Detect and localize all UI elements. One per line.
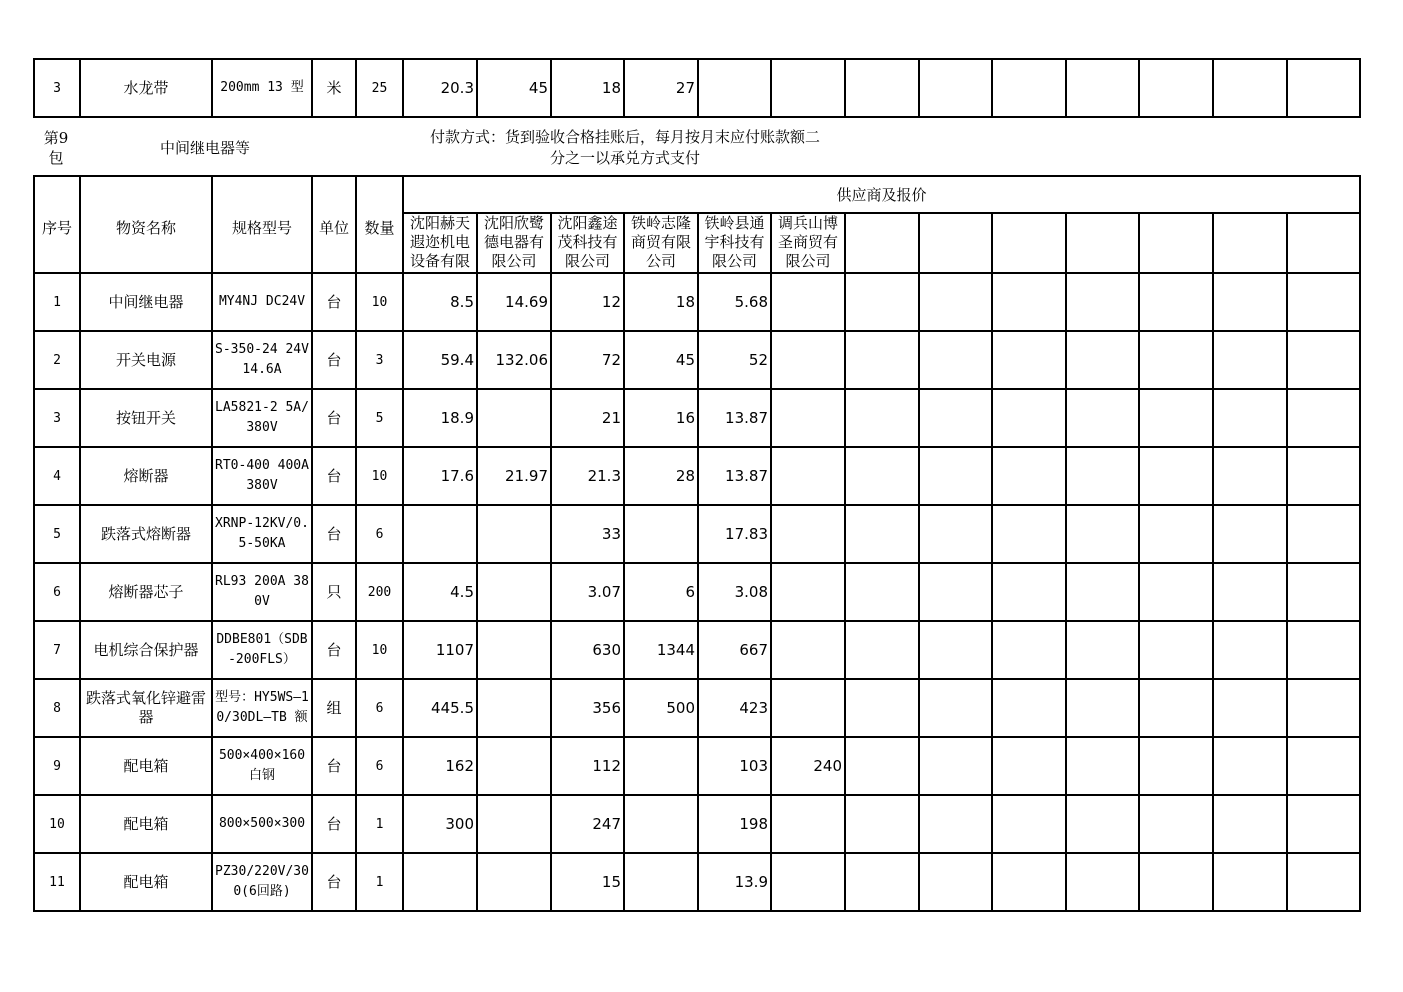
package-name: 中间继电器等 <box>159 139 250 157</box>
cell-price: 132.06 <box>477 331 551 389</box>
cell-price: 667 <box>698 621 771 679</box>
supplier-header <box>1213 213 1287 273</box>
cell-spec: 200mm 13 型 <box>212 59 312 117</box>
cell-spec: XRNP-12KV/0.5-50KA <box>212 505 312 563</box>
cell-price <box>1066 331 1139 389</box>
cell-price: 45 <box>477 59 551 117</box>
supplier-header <box>477 213 551 273</box>
cell-no: 5 <box>34 505 80 563</box>
cell-price: 52 <box>698 331 771 389</box>
cell-name: 跌落式熔断器 <box>80 505 212 563</box>
cell-price <box>1287 389 1360 447</box>
cell-name: 熔断器 <box>80 447 212 505</box>
supplier-header <box>845 213 919 273</box>
cell-price <box>1287 679 1360 737</box>
cell-price: 1107 <box>403 621 477 679</box>
cell-price <box>1287 795 1360 853</box>
cell-spec: 500×400×160 白钢 <box>212 737 312 795</box>
cell-price: 198 <box>698 795 771 853</box>
cell-qty: 6 <box>356 505 403 563</box>
cell-price <box>1287 59 1360 117</box>
cell-price: 445.5 <box>403 679 477 737</box>
cell-spec: RL93 200A 380V <box>212 563 312 621</box>
cell-price <box>1213 331 1287 389</box>
cell-price <box>477 621 551 679</box>
cell-price <box>1139 679 1213 737</box>
header-no: 序号 <box>34 176 80 273</box>
cell-price: 112 <box>551 737 624 795</box>
header-suppliers-title: 供应商及报价 <box>403 176 1360 213</box>
cell-name: 开关电源 <box>80 331 212 389</box>
cell-no: 6 <box>34 563 80 621</box>
cell-price <box>992 679 1066 737</box>
cell-price <box>1287 505 1360 563</box>
cell-price <box>845 447 919 505</box>
table-row <box>34 737 1360 795</box>
cell-unit: 台 <box>312 447 356 505</box>
cell-price: 247 <box>551 795 624 853</box>
cell-price: 21 <box>551 389 624 447</box>
cell-price <box>1287 273 1360 331</box>
cell-no: 11 <box>34 853 80 911</box>
table-row <box>34 331 1360 389</box>
cell-spec: DDBE801（SDB-200FLS） <box>212 621 312 679</box>
table-row <box>34 795 1360 853</box>
cell-price: 103 <box>698 737 771 795</box>
cell-price <box>1066 447 1139 505</box>
cell-price <box>919 621 992 679</box>
cell-spec: LA5821-2 5A/380V <box>212 389 312 447</box>
cell-price: 500 <box>624 679 698 737</box>
cell-price <box>919 331 992 389</box>
cell-price: 15 <box>551 853 624 911</box>
cell-price: 3.07 <box>551 563 624 621</box>
supplier-name: 沈阳欣鹭德电器有限公司 <box>483 214 544 270</box>
supplier-name <box>920 214 991 270</box>
cell-price: 423 <box>698 679 771 737</box>
supplier-name: 沈阳赫天遐迩机电设备有限 <box>409 214 470 270</box>
cell-spec: MY4NJ DC24V <box>212 273 312 331</box>
cell-price <box>1066 795 1139 853</box>
cell-no: 2 <box>34 331 80 389</box>
cell-price <box>1139 621 1213 679</box>
supplier-header <box>919 213 992 273</box>
cell-price <box>1139 737 1213 795</box>
cell-price <box>992 59 1066 117</box>
supplier-header <box>1287 213 1360 273</box>
cell-price <box>992 853 1066 911</box>
cell-price <box>992 389 1066 447</box>
cell-price <box>1066 737 1139 795</box>
cell-price: 14.69 <box>477 273 551 331</box>
cell-unit: 台 <box>312 331 356 389</box>
cell-price <box>992 447 1066 505</box>
cell-price <box>1066 389 1139 447</box>
cell-price <box>845 679 919 737</box>
cell-price <box>992 795 1066 853</box>
cell-price <box>771 389 845 447</box>
cell-price <box>1066 273 1139 331</box>
table-row <box>34 389 1360 447</box>
cell-price <box>1139 563 1213 621</box>
cell-spec: PZ30/220V/300(6回路) <box>212 853 312 911</box>
cell-price <box>845 331 919 389</box>
cell-price: 240 <box>771 737 845 795</box>
cell-price <box>477 737 551 795</box>
cell-price: 21.97 <box>477 447 551 505</box>
cell-price <box>624 795 698 853</box>
cell-price: 4.5 <box>403 563 477 621</box>
cell-price <box>919 59 992 117</box>
cell-price: 59.4 <box>403 331 477 389</box>
cell-price <box>919 447 992 505</box>
cell-price <box>698 59 771 117</box>
cell-price: 17.6 <box>403 447 477 505</box>
header-row-1 <box>34 176 1360 213</box>
cell-price <box>992 737 1066 795</box>
cell-price <box>1213 795 1287 853</box>
supplier-name <box>1214 214 1286 270</box>
cell-price <box>624 505 698 563</box>
header-qty: 数量 <box>356 176 403 273</box>
cell-qty: 25 <box>356 59 403 117</box>
cell-unit: 米 <box>312 59 356 117</box>
cell-price <box>919 505 992 563</box>
quotation-table <box>33 175 1361 912</box>
cell-price <box>919 795 992 853</box>
cell-price <box>1139 505 1213 563</box>
cell-name: 中间继电器 <box>80 273 212 331</box>
cell-price <box>919 273 992 331</box>
cell-qty: 3 <box>356 331 403 389</box>
cell-no: 3 <box>34 389 80 447</box>
cell-price <box>1213 59 1287 117</box>
supplier-name <box>1067 214 1138 270</box>
cell-price <box>1066 59 1139 117</box>
cell-price: 18 <box>624 273 698 331</box>
cell-price: 72 <box>551 331 624 389</box>
cell-price <box>1287 621 1360 679</box>
cell-price <box>771 563 845 621</box>
payment-terms: 付款方式：货到验收合格挂账后，每月按月末应付账款额二 分之一以承兑方式支付 <box>429 128 820 167</box>
cell-price <box>1287 447 1360 505</box>
cell-name: 跌落式氧化锌避雷器 <box>80 679 212 737</box>
supplier-name <box>1288 214 1359 270</box>
cell-price <box>919 679 992 737</box>
cell-price: 12 <box>551 273 624 331</box>
cell-unit: 台 <box>312 273 356 331</box>
cell-name: 电机综合保护器 <box>80 621 212 679</box>
supplier-name <box>846 214 918 270</box>
cell-price: 300 <box>403 795 477 853</box>
cell-price <box>1139 331 1213 389</box>
cell-price <box>771 447 845 505</box>
cell-price <box>477 505 551 563</box>
cell-no: 4 <box>34 447 80 505</box>
cell-price <box>771 679 845 737</box>
table-row <box>34 679 1360 737</box>
cell-unit: 台 <box>312 795 356 853</box>
cell-price <box>845 853 919 911</box>
cell-price <box>477 795 551 853</box>
cell-price <box>1066 679 1139 737</box>
cell-price <box>845 795 919 853</box>
cell-unit: 台 <box>312 853 356 911</box>
cell-price <box>992 563 1066 621</box>
cell-price <box>992 505 1066 563</box>
cell-qty: 10 <box>356 447 403 505</box>
cell-qty: 6 <box>356 679 403 737</box>
cell-price: 13.9 <box>698 853 771 911</box>
supplier-header <box>1139 213 1213 273</box>
cell-qty: 10 <box>356 273 403 331</box>
cell-price <box>403 853 477 911</box>
cell-price <box>477 679 551 737</box>
cell-price: 1344 <box>624 621 698 679</box>
cell-unit: 组 <box>312 679 356 737</box>
cell-price <box>1066 505 1139 563</box>
cell-name: 配电箱 <box>80 737 212 795</box>
cell-price <box>1287 853 1360 911</box>
table-row <box>34 273 1360 331</box>
cell-price <box>1287 737 1360 795</box>
header-name: 物资名称 <box>80 176 212 273</box>
supplier-name: 沈阳鑫途茂科技有限公司 <box>557 214 618 270</box>
cell-price: 13.87 <box>698 447 771 505</box>
supplier-name <box>1140 214 1212 270</box>
cell-spec: 型号：HY5WS—10/30DL—TB 额 <box>212 679 312 737</box>
supplier-header <box>624 213 698 273</box>
supplier-name: 铁岭志隆商贸有限公司 <box>630 214 691 270</box>
cell-price <box>403 505 477 563</box>
cell-price: 17.83 <box>698 505 771 563</box>
cell-unit: 只 <box>312 563 356 621</box>
cell-name: 水龙带 <box>80 59 212 117</box>
cell-price <box>1213 273 1287 331</box>
cell-price <box>845 737 919 795</box>
cell-price <box>1213 679 1287 737</box>
cell-price: 5.68 <box>698 273 771 331</box>
supplier-header <box>992 213 1066 273</box>
supplier-header <box>698 213 771 273</box>
cell-price: 21.3 <box>551 447 624 505</box>
cell-price <box>1139 59 1213 117</box>
cell-unit: 台 <box>312 389 356 447</box>
cell-price <box>1213 447 1287 505</box>
cell-price: 16 <box>624 389 698 447</box>
cell-price: 8.5 <box>403 273 477 331</box>
cell-price: 6 <box>624 563 698 621</box>
cell-unit: 台 <box>312 505 356 563</box>
cell-qty: 200 <box>356 563 403 621</box>
cell-price <box>771 621 845 679</box>
cell-price <box>1213 853 1287 911</box>
cell-price: 356 <box>551 679 624 737</box>
cell-price <box>1139 853 1213 911</box>
supplier-name: 调兵山博圣商贸有限公司 <box>777 214 838 270</box>
cell-price <box>1066 621 1139 679</box>
cell-no: 10 <box>34 795 80 853</box>
cell-price <box>1139 389 1213 447</box>
supplier-header <box>551 213 624 273</box>
cell-price: 28 <box>624 447 698 505</box>
supplier-header <box>403 213 477 273</box>
cell-name: 熔断器芯子 <box>80 563 212 621</box>
cell-price <box>771 853 845 911</box>
cell-name: 按钮开关 <box>80 389 212 447</box>
cell-price: 162 <box>403 737 477 795</box>
cell-price <box>1213 563 1287 621</box>
table-row <box>34 853 1360 911</box>
cell-price: 27 <box>624 59 698 117</box>
cell-price <box>477 853 551 911</box>
cell-price <box>1287 331 1360 389</box>
cell-no: 9 <box>34 737 80 795</box>
cell-spec: 800×500×300 <box>212 795 312 853</box>
cell-price: 33 <box>551 505 624 563</box>
cell-no: 7 <box>34 621 80 679</box>
cell-price <box>771 505 845 563</box>
cell-price <box>1213 389 1287 447</box>
cell-spec: S-350-24 24V 14.6A <box>212 331 312 389</box>
header-spec: 规格型号 <box>212 176 312 273</box>
cell-price <box>1213 737 1287 795</box>
cell-qty: 10 <box>356 621 403 679</box>
cell-price: 18 <box>551 59 624 117</box>
cell-price: 20.3 <box>403 59 477 117</box>
package-label: 第9 包 <box>43 129 69 167</box>
supplier-header <box>1066 213 1139 273</box>
cell-price <box>1139 795 1213 853</box>
table-row <box>34 621 1360 679</box>
cell-price <box>624 853 698 911</box>
cell-price <box>477 563 551 621</box>
cell-price: 18.9 <box>403 389 477 447</box>
cell-price <box>1066 563 1139 621</box>
cell-qty: 6 <box>356 737 403 795</box>
table-row <box>34 447 1360 505</box>
cell-name: 配电箱 <box>80 853 212 911</box>
cell-price <box>992 273 1066 331</box>
supplier-header <box>771 213 845 273</box>
cell-unit: 台 <box>312 737 356 795</box>
supplier-name <box>993 214 1065 270</box>
table-row <box>34 505 1360 563</box>
cell-price <box>771 273 845 331</box>
cell-price <box>919 853 992 911</box>
cell-price <box>477 389 551 447</box>
cell-price <box>771 331 845 389</box>
cell-price <box>1287 563 1360 621</box>
cell-price <box>992 621 1066 679</box>
table-row <box>34 563 1360 621</box>
cell-price <box>1139 447 1213 505</box>
cell-price <box>1213 621 1287 679</box>
cell-price <box>845 389 919 447</box>
cell-price <box>624 737 698 795</box>
cell-price <box>1213 505 1287 563</box>
supplier-name: 铁岭县通宇科技有限公司 <box>704 214 765 270</box>
cell-price <box>1066 853 1139 911</box>
cell-price <box>919 563 992 621</box>
cell-no: 3 <box>34 59 80 117</box>
cell-price <box>845 59 919 117</box>
cell-price <box>845 621 919 679</box>
cell-price <box>771 59 845 117</box>
cell-price <box>919 389 992 447</box>
cell-price: 45 <box>624 331 698 389</box>
cell-qty: 5 <box>356 389 403 447</box>
cell-price <box>845 563 919 621</box>
cell-price <box>992 331 1066 389</box>
cell-price <box>1139 273 1213 331</box>
cell-spec: RT0-400 400A 380V <box>212 447 312 505</box>
cell-price <box>845 273 919 331</box>
cell-unit: 台 <box>312 621 356 679</box>
cell-price: 630 <box>551 621 624 679</box>
cell-qty: 1 <box>356 853 403 911</box>
cell-qty: 1 <box>356 795 403 853</box>
cell-price <box>845 505 919 563</box>
cell-no: 8 <box>34 679 80 737</box>
cell-price <box>919 737 992 795</box>
cell-no: 1 <box>34 273 80 331</box>
cell-price <box>771 795 845 853</box>
table-row <box>34 59 1360 117</box>
previous-package-table <box>33 58 1361 118</box>
cell-name: 配电箱 <box>80 795 212 853</box>
cell-price: 3.08 <box>698 563 771 621</box>
cell-price: 13.87 <box>698 389 771 447</box>
header-unit: 单位 <box>312 176 356 273</box>
